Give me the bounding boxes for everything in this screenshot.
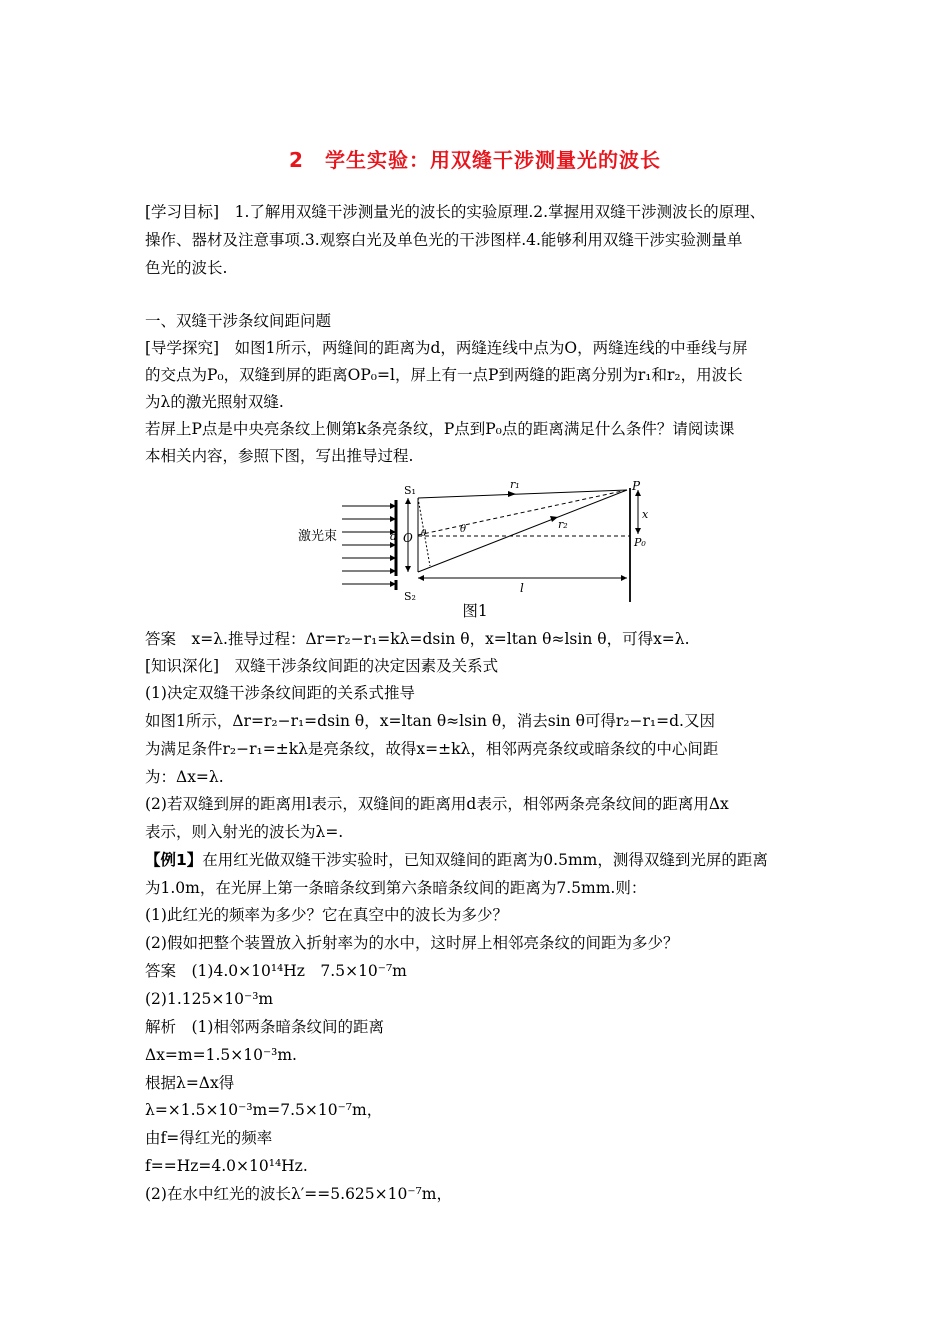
- r2-label: r₂: [558, 518, 568, 531]
- derivation-line-1: 如图1所示，Δr=r₂−r₁=dsin θ，x=ltan θ≈lsin θ，消去sin θ可得r₂−r₁=d.又因: [145, 712, 715, 730]
- answer-line: 答案 x=λ.推导过程：Δr=r₂−r₁=kλ=dsin θ，x=ltan θ≈lsin θ，可得x=λ.: [145, 630, 690, 648]
- l-arrow-right: [621, 575, 627, 581]
- theta-label-b: θ: [460, 524, 467, 535]
- p0-label: P₀: [634, 536, 646, 549]
- x-arrow-bottom: [635, 528, 641, 534]
- page-title: 2 学生实验：用双缝干涉测量光的波长: [289, 148, 661, 172]
- r1-arrow-head: [508, 491, 516, 497]
- learning-goals-line-3: 色光的波长.: [145, 259, 228, 277]
- s1-label: S₁: [404, 484, 416, 497]
- analysis-line-5: 由f=得红光的频率: [145, 1129, 273, 1147]
- r1-label: r₁: [510, 478, 520, 491]
- guided-inquiry-line-3: 为λ的激光照射双缝.: [145, 393, 284, 411]
- d-label: d: [390, 530, 398, 543]
- analysis-line-7: (2)在水中红光的波长λ′==5.625×10⁻⁷m，: [145, 1185, 452, 1203]
- knowledge-deepening-heading: [知识深化] 双缝干涉条纹间距的决定因素及关系式: [145, 657, 499, 675]
- example-answer-2: (2)1.125×10⁻³m: [145, 990, 274, 1008]
- double-slit-diagram: [290, 478, 670, 604]
- analysis-line-4: λ=×1.5×10⁻³m=7.5×10⁻⁷m，: [145, 1101, 383, 1119]
- o-label: O: [403, 531, 413, 545]
- figure-caption: 图1: [462, 602, 488, 620]
- example-answer-1: 答案 (1)4.0×10¹⁴Hz 7.5×10⁻⁷m: [145, 962, 407, 980]
- example-question-2: (2)假如把整个装置放入折射率为的水中，这时屏上相邻亮条纹的间距为多少？: [145, 934, 679, 952]
- l-arrow-left: [418, 575, 424, 581]
- guided-inquiry-line-1: [导学探究] 如图1所示，两缝间的距离为d，两缝连线中点为O，两缝连线的中垂线与屏: [145, 339, 748, 357]
- s2-label: S₂: [404, 590, 416, 603]
- derivation-line-2: 为满足条件r₂−r₁=±kλ是亮条纹，故得x=±kλ，相邻两亮条纹或暗条纹的中心间距: [145, 740, 719, 758]
- p-label: P: [632, 479, 641, 493]
- derivation-heading: (1)决定双缝干涉条纹间距的关系式推导: [145, 684, 415, 702]
- analysis-line-2: Δx=m=1.5×10⁻³m.: [145, 1046, 297, 1064]
- learning-goals-line-1: [学习目标] 1.了解用双缝干涉测量光的波长的实验原理.2.掌握用双缝干涉测波长的原理、: [145, 203, 766, 221]
- example-text: 在用红光做双缝干涉实验时，已知双缝间的距离为0.5mm，测得双缝到光屏的距离: [202, 851, 768, 869]
- ray-r2: [418, 490, 627, 572]
- analysis-line-6: f==Hz=4.0×10¹⁴Hz.: [145, 1157, 308, 1175]
- question-line-2: 本相关内容，参照下图，写出推导过程.: [145, 447, 414, 465]
- x-label: x: [642, 508, 649, 521]
- wavelength-formula-line-2: 表示，则入射光的波长为λ=.: [145, 823, 344, 841]
- example-line-1: [145, 849, 815, 871]
- analysis-line-1: 解析 (1)相邻两条暗条纹间的距离: [145, 1018, 384, 1036]
- example-tag: 【例1】: [145, 851, 203, 869]
- guided-inquiry-line-2: 的交点为P₀，双缝到屏的距离OP₀=l，屏上有一点P到两缝的距离分别为r₁和r₂，用波长: [145, 366, 743, 384]
- d-arrow-bottom: [405, 566, 411, 572]
- wavelength-formula-line-1: (2)若双缝到屏的距离用l表示，双缝间的距离用d表示，相邻两条亮条纹间的距离用Δx: [145, 795, 729, 813]
- ray-r1: [418, 490, 627, 498]
- l-label: l: [520, 581, 524, 595]
- theta-label-a: θ: [421, 529, 427, 539]
- learning-goals-line-2: 操作、器材及注意事项.3.观察白光及单色光的干涉图样.4.能够利用双缝干涉实验测量单: [145, 231, 743, 249]
- derivation-line-3: 为：Δx=λ.: [145, 768, 224, 786]
- example-line-2: 为1.0m，在光屏上第一条暗条纹到第六条暗条纹间的距离为7.5mm.则：: [145, 879, 647, 897]
- analysis-line-3: 根据λ=Δx得: [145, 1074, 235, 1092]
- d-arrow-top: [405, 498, 411, 504]
- question-line-1: 若屏上P点是中央亮条纹上侧第k条亮条纹，P点到P₀点的距离满足什么条件？请阅读课: [145, 420, 735, 438]
- example-question-1: (1)此红光的频率为多少？它在真空中的波长为多少？: [145, 906, 508, 924]
- section-heading: 一、双缝干涉条纹间距问题: [145, 312, 332, 330]
- r2-arrow-head: [550, 516, 558, 522]
- beam-label: 激光束: [298, 529, 338, 544]
